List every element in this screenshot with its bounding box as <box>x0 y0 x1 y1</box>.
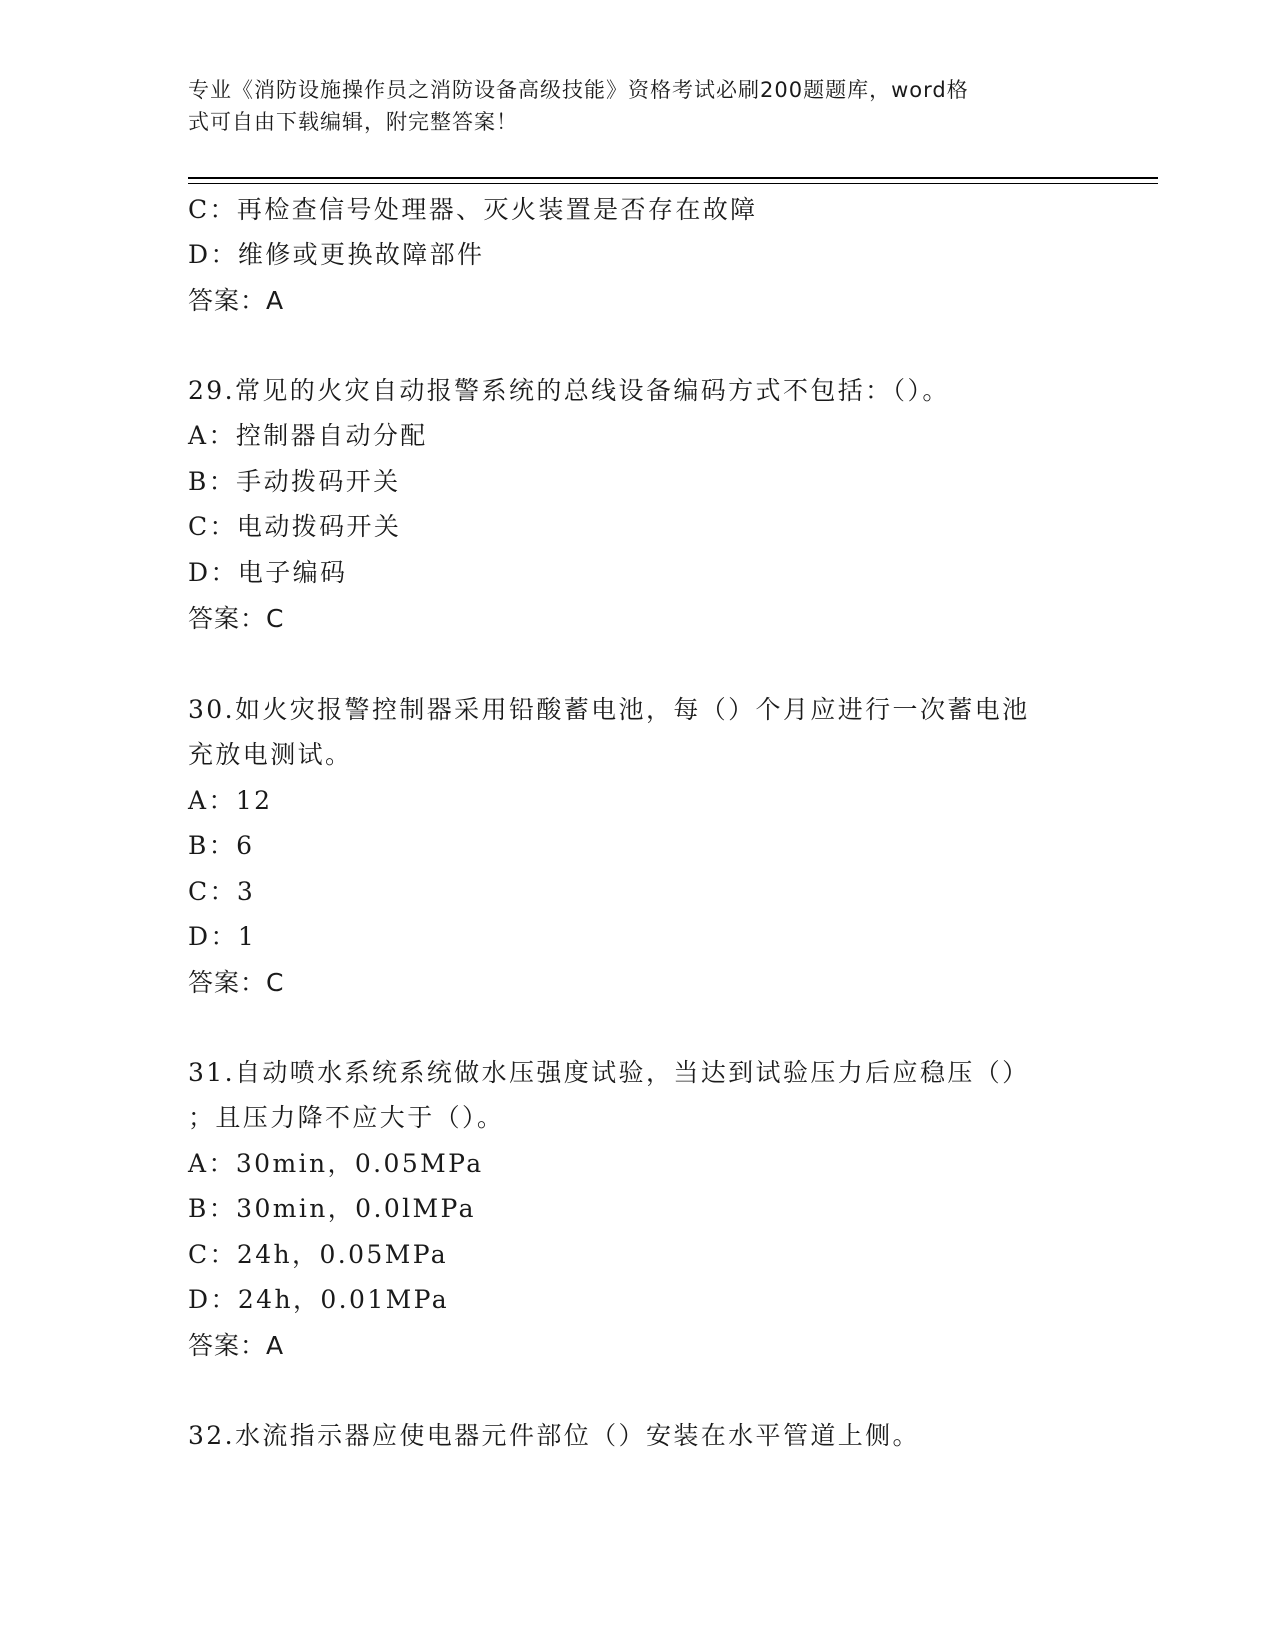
q30-option-a: A：12 <box>188 786 273 815</box>
q30-stem-line-2: 充放电测试。 <box>188 740 353 769</box>
header-line-2: 式可自由下载编辑，附完整答案！ <box>188 110 518 134</box>
header-line-1: 专业《消防设施操作员之消防设备高级技能》资格考试必刷200题题库，word格 <box>188 78 969 102</box>
header-rule-thin <box>188 183 1158 184</box>
q29-option-d: D：电子编码 <box>188 558 348 587</box>
q31-stem-line-1: 31.自动喷水系统系统做水压强度试验，当达到试验压力后应稳压（） <box>188 1058 1030 1087</box>
q31-answer: 答案：A <box>188 1331 285 1360</box>
q31-option-c: C：24h，0.05MPa <box>188 1240 449 1269</box>
q30-option-c: C：3 <box>188 877 256 906</box>
q31-option-b: B：30min，0.0lMPa <box>188 1194 476 1223</box>
prev-answer: 答案：A <box>188 286 285 315</box>
q32-stem: 32.水流指示器应使电器元件部位（）安装在水平管道上侧。 <box>188 1421 920 1450</box>
q31-option-d: D：24h，0.01MPa <box>188 1285 450 1314</box>
q30-option-d: D：1 <box>188 922 257 951</box>
q29-stem: 29.常见的火灾自动报警系统的总线设备编码方式不包括：（）。 <box>188 376 950 405</box>
prev-option-d: D：维修或更换故障部件 <box>188 240 485 269</box>
q29-answer: 答案：C <box>188 604 285 633</box>
q31-option-a: A：30min，0.05MPa <box>188 1149 484 1178</box>
document-header <box>188 74 1088 138</box>
q29-option-a: A：控制器自动分配 <box>188 421 428 450</box>
prev-option-c: C：再检查信号处理器、灭火装置是否存在故障 <box>188 195 758 224</box>
q29-option-b: B：手动拨码开关 <box>188 467 401 496</box>
q30-stem-line-1: 30.如火灾报警控制器采用铅酸蓄电池，每（）个月应进行一次蓄电池 <box>188 695 1030 724</box>
q29-option-c: C：电动拨码开关 <box>188 512 402 541</box>
header-rule-thick <box>188 177 1158 179</box>
q30-answer: 答案：C <box>188 968 285 997</box>
q31-stem-line-2: ；且压力降不应大于（）。 <box>188 1103 505 1132</box>
q30-option-b: B：6 <box>188 831 255 860</box>
